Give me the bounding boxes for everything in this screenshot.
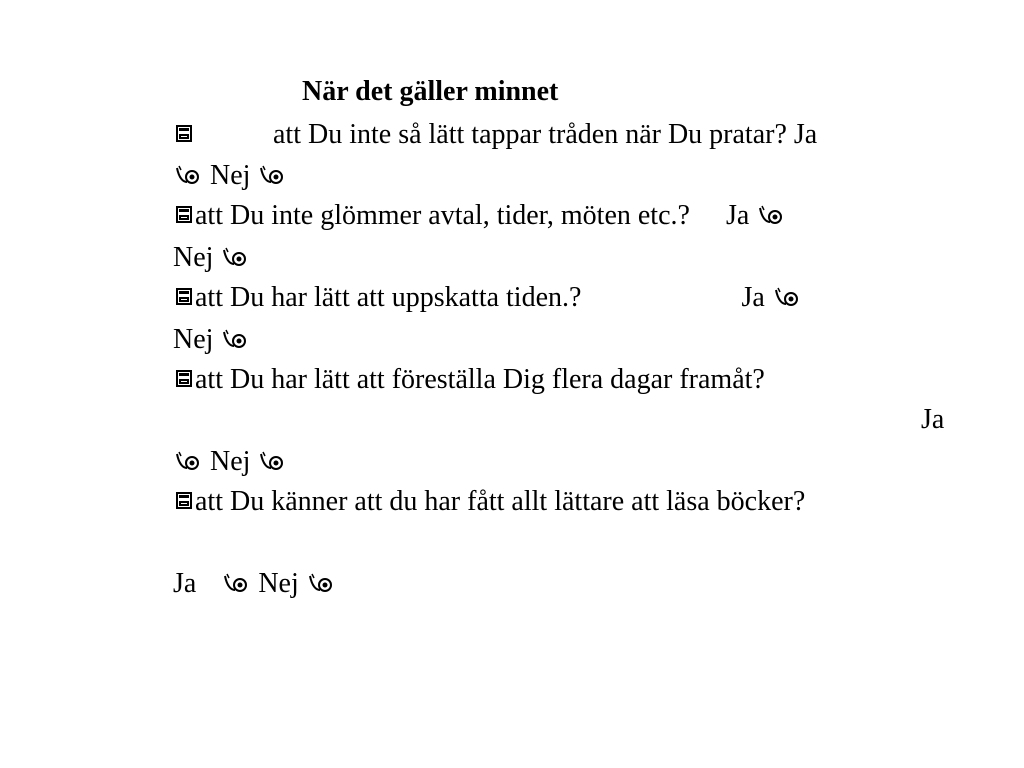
snail-icon[interactable]: [173, 160, 203, 188]
snail-icon[interactable]: [257, 446, 287, 474]
floppy-box-icon: [173, 119, 195, 147]
snail-icon[interactable]: [772, 282, 802, 310]
question-2-yes-label: Ja: [725, 200, 750, 231]
floppy-box-icon: [173, 364, 195, 392]
question-3-yes-label: Ja: [741, 282, 765, 313]
question-5-no-label: Nej: [258, 568, 299, 599]
question-1-no-label: Nej: [210, 160, 251, 191]
floppy-box-icon: [173, 200, 195, 228]
question-1-text: att Du inte så lätt tappar tråden när Du pratar?: [273, 119, 787, 150]
floppy-box-icon: [173, 282, 195, 310]
question-4-answers: [173, 444, 287, 480]
snail-icon[interactable]: [220, 324, 250, 352]
snail-icon[interactable]: [306, 568, 336, 596]
question-3-text: att Du har lätt att uppskatta tiden.?: [195, 282, 582, 313]
question-3-line: [173, 280, 802, 316]
question-1-answers: [173, 158, 287, 194]
question-1-line: [173, 117, 817, 153]
question-4-line: [173, 362, 765, 398]
snail-icon[interactable]: [257, 160, 287, 188]
floppy-box-icon: [173, 486, 195, 514]
question-5-text: att Du känner att du har fått allt lättare att läsa böcker?: [195, 486, 806, 517]
question-5-yes-label: Ja: [173, 568, 197, 599]
snail-icon[interactable]: [756, 200, 786, 228]
question-4-text: att Du har lätt att föreställa Dig flera dagar framåt?: [195, 364, 765, 395]
question-4-yes-label: Ja: [921, 404, 945, 435]
question-5-answers: [173, 566, 336, 602]
question-3-answers: [173, 322, 250, 358]
question-1-yes-label: Ja: [793, 119, 818, 150]
document-title: När det gäller minnet: [302, 76, 559, 107]
question-2-no-label: Nej: [173, 242, 214, 273]
question-2-text: att Du inte glömmer avtal, tider, möten etc.?: [195, 200, 690, 231]
snail-icon[interactable]: [221, 568, 251, 596]
question-5-line: [173, 484, 805, 520]
question-2-line: [173, 198, 786, 234]
snail-icon[interactable]: [220, 242, 250, 270]
question-3-no-label: Nej: [173, 324, 214, 355]
snail-icon[interactable]: [173, 446, 203, 474]
question-2-answers: [173, 240, 250, 276]
question-4-no-label: Nej: [210, 446, 251, 477]
